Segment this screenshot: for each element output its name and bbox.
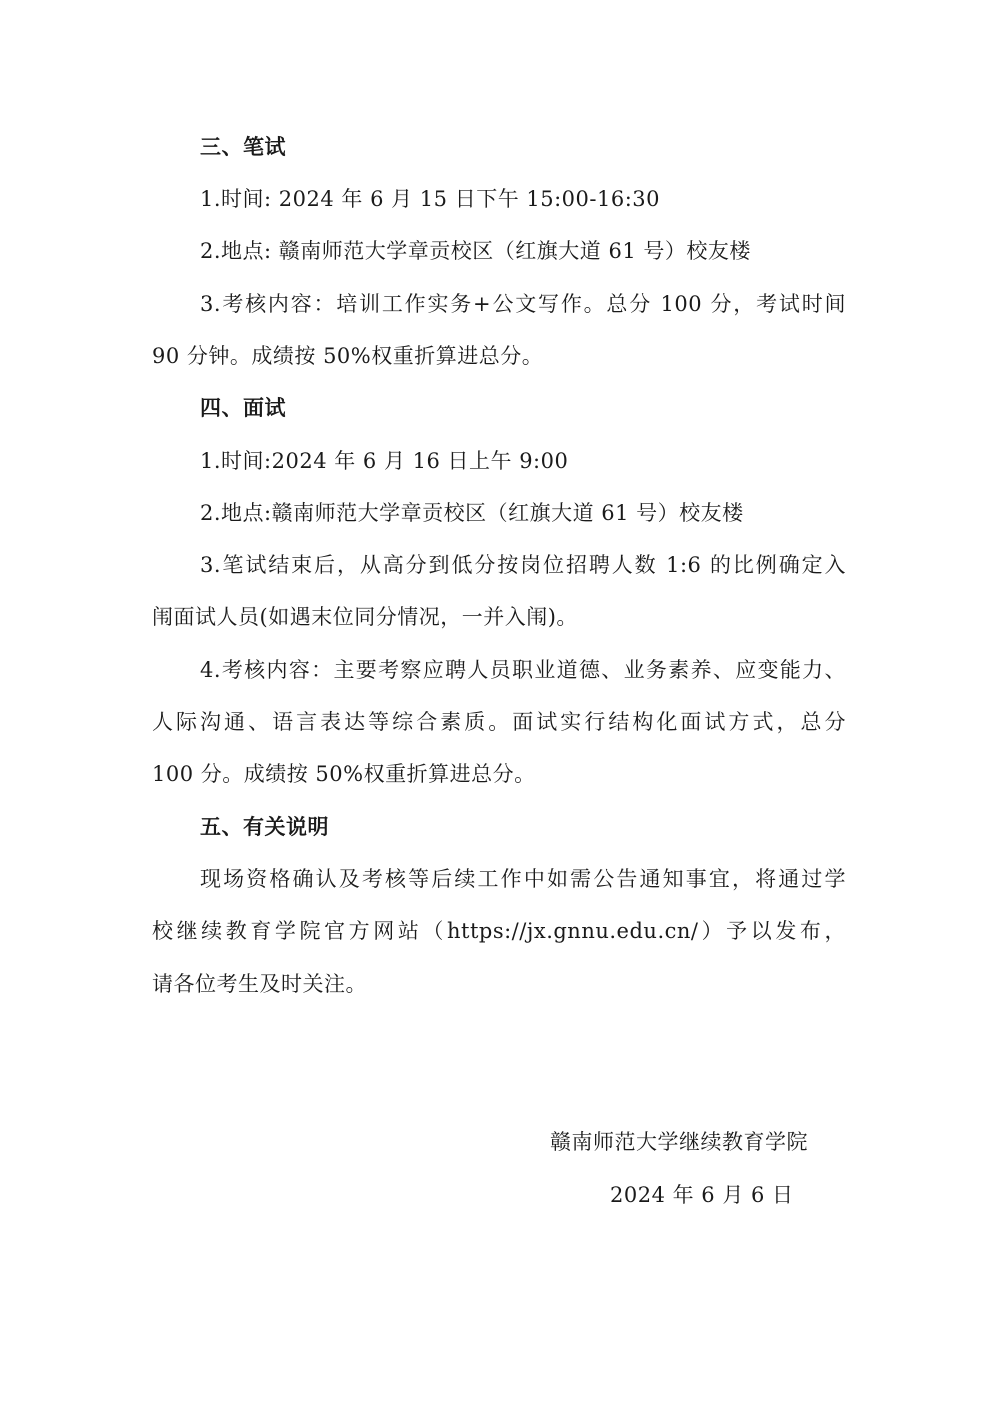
- interview-content-line2: 人际沟通、语言表达等综合素质。面试实行结构化面试方式，总分: [152, 710, 846, 734]
- interview-time: 1.时间:2024 年 6 月 16 日上午 9:00: [200, 449, 569, 473]
- written-exam-content-line2: 90 分钟。成绩按 50%权重折算进总分。: [152, 344, 544, 368]
- signature-date: 2024 年 6 月 6 日: [610, 1183, 794, 1207]
- written-exam-content-line1: 3.考核内容：培训工作实务+公文写作。总分 100 分，考试时间: [200, 292, 846, 316]
- written-exam-time: 1.时间: 2024 年 6 月 15 日下午 15:00-16:30: [200, 187, 660, 211]
- section-heading-interview: 四、面试: [200, 396, 286, 420]
- notes-text-line1: 现场资格确认及考核等后续工作中如需公告通知事宜，将通过学: [200, 867, 846, 891]
- interview-content-line3: 100 分。成绩按 50%权重折算进总分。: [152, 762, 536, 786]
- notes-text-line2: 校继续教育学院官方网站（https://jx.gnnu.edu.cn/）予以发布，: [152, 919, 846, 943]
- interview-rule-line2: 闱面试人员(如遇末位同分情况，一并入闱)。: [152, 605, 578, 629]
- section-heading-notes: 五、有关说明: [200, 815, 329, 839]
- interview-content-line1: 4.考核内容：主要考察应聘人员职业道德、业务素养、应变能力、: [200, 658, 846, 682]
- notes-text-line3: 请各位考生及时关注。: [152, 972, 367, 996]
- signature-organization: 赣南师范大学继续教育学院: [550, 1130, 808, 1154]
- section-heading-written-exam: 三、笔试: [200, 135, 286, 159]
- written-exam-place: 2.地点: 赣南师范大学章贡校区（红旗大道 61 号）校友楼: [200, 239, 751, 263]
- interview-rule-line1: 3.笔试结束后，从高分到低分按岗位招聘人数 1:6 的比例确定入: [200, 553, 846, 577]
- interview-place: 2.地点:赣南师范大学章贡校区（红旗大道 61 号）校友楼: [200, 501, 744, 525]
